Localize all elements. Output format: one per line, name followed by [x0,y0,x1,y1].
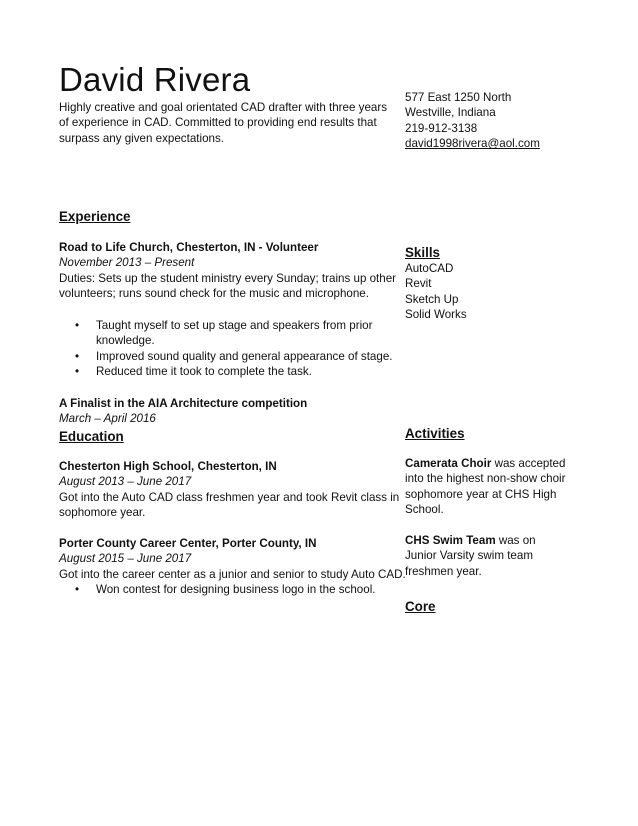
skills-list [405,261,580,323]
school-dates: August 2013 – June 2017 [59,475,192,489]
job-duties: Duties: Sets up the student ministry every Sunday; trains up other volunteers; runs sound check for the music and microphone. [59,271,397,301]
activity-description: was accepted into the highest non-show choir sophomore year at CHS High School. [405,457,566,517]
activities-heading: Activities [405,426,465,441]
contact-street: 577 East 1250 North [405,91,512,104]
skill-item: Sketch Up [405,292,459,306]
contact-email-link[interactable]: david1998rivera@aol.com [405,137,540,151]
activity-choir [405,456,575,518]
list-item: • Taught myself to set up stage and speakers from prior knowledge. [59,318,404,349]
job-dates: November 2013 – Present [59,256,195,270]
school-bullet-list [59,582,404,597]
resume-summary: Highly creative and goal orientated CAD drafter with three years of experience in CAD. Committed to providing end results that surpass any given expectations. [59,101,388,145]
school-description: Got into the career center as a junior and senior to study Auto CAD. [59,567,406,581]
skill-item: Revit [405,277,432,291]
contact-phone: 219-912-3138 [405,121,478,135]
activity-swim [405,533,570,579]
experience-entry-church [59,240,404,302]
school-dates: August 2015 – June 2017 [59,552,192,566]
resume-name: David Rivera [59,61,251,98]
activity-name: Camerata Choir [405,457,492,470]
contact-block [405,90,605,152]
core-heading: Core [405,599,436,614]
education-entry-career-center [59,536,404,598]
award-dates: March – April 2016 [59,412,156,426]
list-item: • Reduced time it took to complete the task. [59,364,404,379]
experience-heading: Experience [59,209,131,224]
activity-name: CHS Swim Team [405,534,496,547]
school-title: Porter County Career Center, Porter County, IN [59,537,317,550]
job-title: Road to Life Church, Chesterton, IN - Volunteer [59,241,319,254]
list-item: • Improved sound quality and general appearance of stage. [59,349,404,364]
skill-item: Solid Works [405,308,467,322]
activity-description: was on Junior Varsity swim team freshmen year. [405,534,536,578]
school-title: Chesterton High School, Chesterton, IN [59,460,277,473]
skill-item: AutoCAD [405,262,454,275]
list-item: • Won contest for designing business logo in the school. [59,582,404,597]
education-heading: Education [59,429,124,444]
skills-heading: Skills [405,245,440,260]
contact-city: Westville, Indiana [405,106,496,120]
experience-entry-aia [59,396,404,427]
school-description: Got into the Auto CAD class freshmen year and took Revit class in sophomore year. [59,490,400,520]
education-entry-high-school [59,459,404,521]
job-bullet-list [59,318,404,380]
award-title: A Finalist in the AIA Architecture competition [59,397,308,410]
